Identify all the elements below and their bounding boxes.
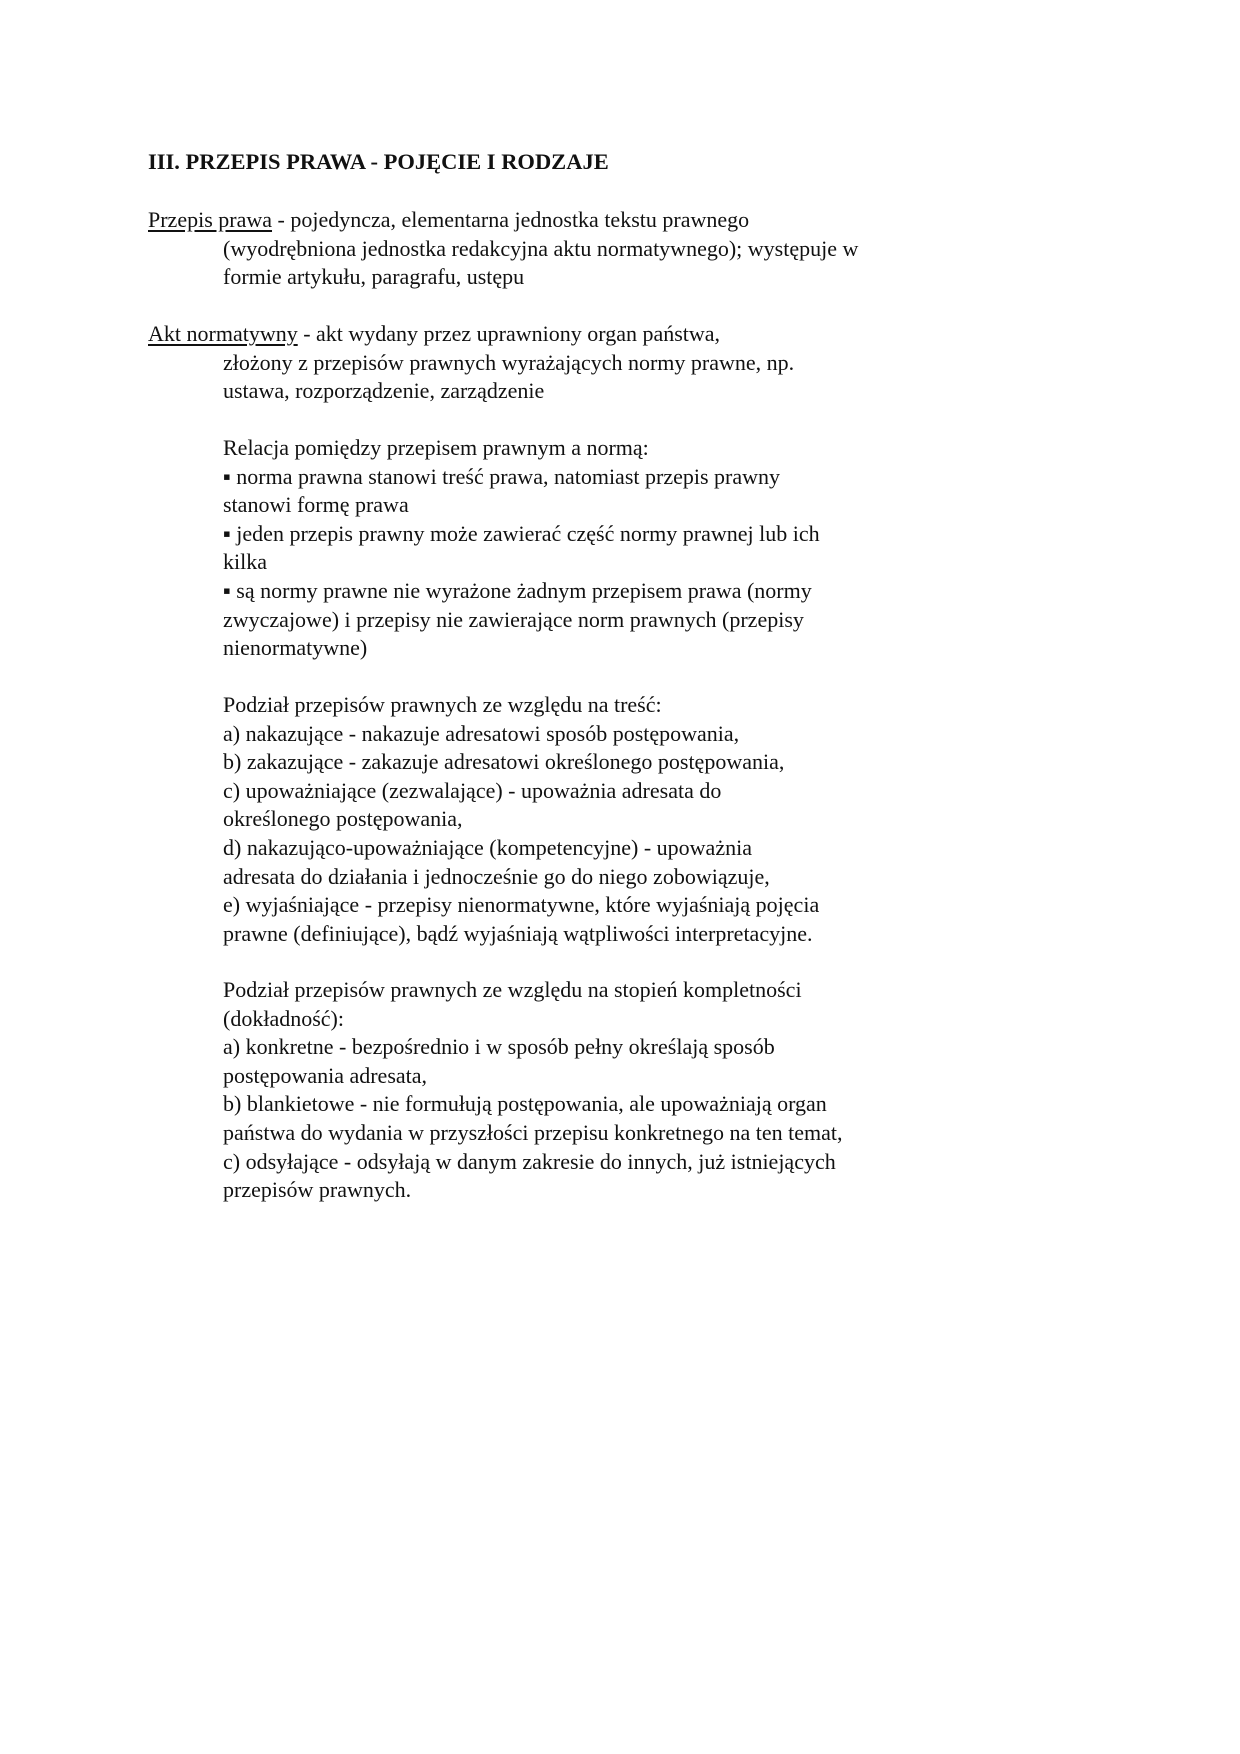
definition-continuation: złożony z przepisów prawnych wyrażających normy prawne, np. bbox=[223, 349, 795, 375]
section-heading: Podział przepisów prawnych ze względu na treść: bbox=[223, 692, 662, 717]
section-heading: Podział przepisów prawnych ze względu na stopień kompletności bbox=[223, 977, 802, 1002]
list-item-continuation: przepisów prawnych. bbox=[223, 1177, 412, 1203]
list-item-continuation: państwa do wydania w przyszłości przepisu konkretnego na ten temat, bbox=[223, 1119, 843, 1145]
list-item: d) nakazująco-upoważniające (kompetencyjne) - upoważnia bbox=[223, 834, 752, 860]
list-item: c) upoważniające (zezwalające) - upoważnia adresata do bbox=[223, 777, 722, 803]
bullet-line: ▪ są normy prawne nie wyrażone żadnym przepisem prawa (normy bbox=[223, 577, 812, 603]
list-item: a) konkretne - bezpośrednio i w sposób pełny określają sposób bbox=[223, 1034, 775, 1060]
list-item: e) wyjaśniające - przepisy nienormatywne, które wyjaśniają pojęcia bbox=[223, 892, 820, 918]
definition-akt-normatywny bbox=[148, 320, 1048, 406]
section-heading-continuation: (dokładność): bbox=[223, 1005, 344, 1031]
definition-continuation: ustawa, rozporządzenie, zarządzenie bbox=[223, 378, 545, 404]
bullet-line: ▪ norma prawna stanowi treść prawa, natomiast przepis prawny bbox=[223, 463, 781, 489]
definition-term: Akt normatywny bbox=[148, 321, 298, 346]
relation-section bbox=[223, 434, 1043, 663]
list-item: b) blankietowe - nie formułują postępowania, ale upoważniają organ bbox=[223, 1091, 827, 1117]
bullet-line: ▪ jeden przepis prawny może zawierać część normy prawnej lub ich bbox=[223, 520, 820, 546]
definition-text: - akt wydany przez uprawniony organ państwa, bbox=[297, 321, 721, 346]
list-item-continuation: określonego postępowania, bbox=[223, 806, 463, 832]
completeness-division-section bbox=[223, 976, 1043, 1205]
definition-first-line bbox=[148, 206, 1048, 235]
document-title: III. PRZEPIS PRAWA - POJĘCIE I RODZAJE bbox=[148, 149, 609, 174]
list-item-continuation: prawne (definiujące), bądź wyjaśniają wątpliwości interpretacyjne. bbox=[223, 920, 813, 946]
definition-przepis-prawa bbox=[148, 206, 1048, 292]
bullet-continuation: kilka bbox=[223, 549, 267, 575]
definition-continuation: (wyodrębniona jednostka redakcyjna aktu normatywnego); występuje w bbox=[223, 235, 859, 261]
list-item: c) odsyłające - odsyłają w danym zakresie do innych, już istniejących bbox=[223, 1148, 836, 1174]
list-item: b) zakazujące - zakazuje adresatowi określonego postępowania, bbox=[223, 749, 785, 775]
content-division-section bbox=[223, 691, 1043, 948]
list-item-continuation: adresata do działania i jednocześnie go do niego zobowiązuje, bbox=[223, 863, 770, 889]
list-item: a) nakazujące - nakazuje adresatowi sposób postępowania, bbox=[223, 720, 740, 746]
bullet-continuation: nienormatywne) bbox=[223, 635, 368, 661]
bullet-continuation: zwyczajowe) i przepisy nie zawierające norm prawnych (przepisy bbox=[223, 606, 804, 632]
section-heading: Relacja pomiędzy przepisem prawnym a normą: bbox=[223, 435, 649, 460]
definition-text: - pojedyncza, elementarna jednostka tekstu prawnego bbox=[272, 207, 750, 232]
definition-first-line bbox=[148, 320, 1048, 349]
definition-term: Przepis prawa bbox=[148, 207, 273, 232]
list-item-continuation: postępowania adresata, bbox=[223, 1062, 428, 1088]
definition-continuation: formie artykułu, paragrafu, ustępu bbox=[223, 264, 525, 290]
bullet-continuation: stanowi formę prawa bbox=[223, 492, 409, 518]
